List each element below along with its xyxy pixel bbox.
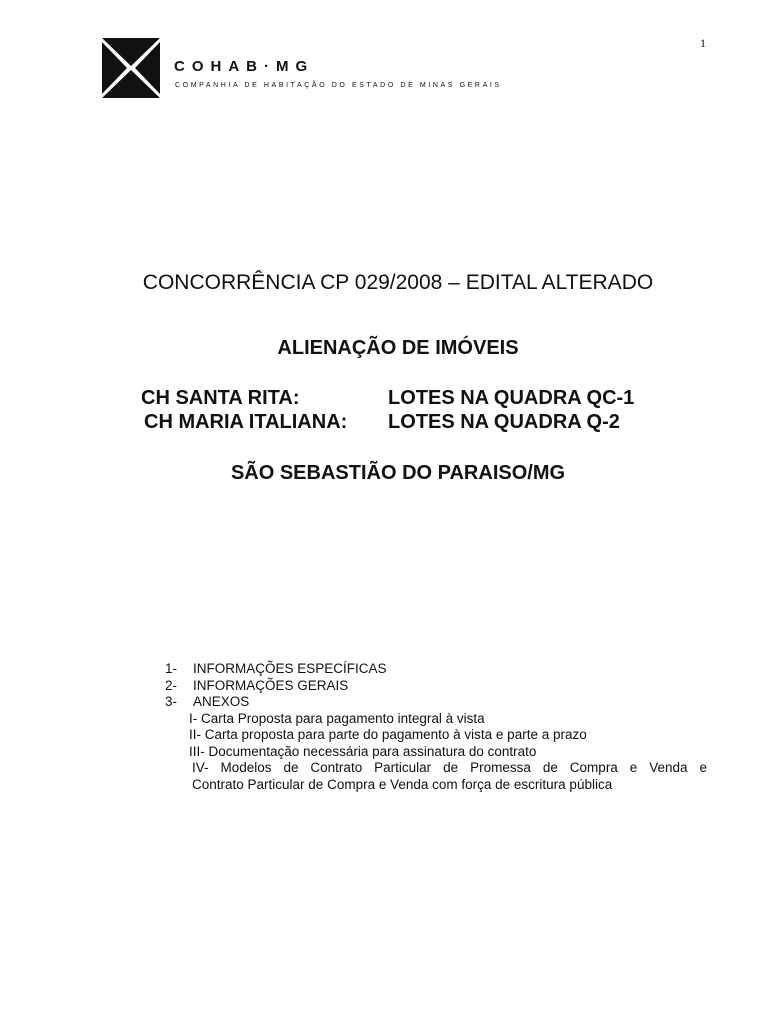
table-of-contents — [165, 661, 707, 793]
logo-name: COHAB·MG — [174, 58, 315, 75]
toc-item — [165, 694, 707, 711]
annex-item: I- Carta Proposta para pagamento integral à vista — [189, 710, 485, 726]
annex-item: II- Carta proposta para parte do pagamento à vista e parte a prazo — [189, 727, 587, 742]
toc-item-text: INFORMAÇÕES GERAIS — [193, 677, 349, 693]
location-label: CH SANTA RITA: — [141, 387, 300, 409]
toc-item-text: ANEXOS — [193, 694, 250, 709]
page-number: 1 — [700, 36, 706, 50]
cohab-logo-icon — [100, 36, 162, 100]
toc-item-number: 1- — [165, 661, 178, 676]
annex-item: IV- Modelos de Contrato Particular de Promessa de Compra e Venda e — [192, 760, 707, 775]
document-subtitle: ALIENAÇÃO DE IMÓVEIS — [277, 337, 519, 359]
annex-item: III- Documentação necessária para assinatura do contrato — [189, 743, 537, 759]
toc-item-text: INFORMAÇÕES ESPECÍFICAS — [193, 661, 387, 676]
toc-item-number: 2- — [165, 677, 178, 693]
location-label: CH MARIA ITALIANA: — [144, 411, 348, 433]
toc-item — [165, 661, 707, 678]
annex-item-continuation: Contrato Particular de Compra e Venda com força de escritura pública — [192, 776, 613, 792]
toc-item — [165, 678, 707, 695]
location-value: LOTES NA QUADRA QC-1 — [388, 387, 635, 409]
toc-item-number: 3- — [165, 694, 178, 709]
city-heading: SÃO SEBASTIÃO DO PARAISO/MG — [230, 462, 566, 484]
location-value: LOTES NA QUADRA Q-2 — [388, 411, 620, 433]
logo-subtitle: COMPANHIA DE HABITAÇÃO DO ESTADO DE MINAS GERAIS — [175, 82, 502, 89]
document-title: CONCORRÊNCIA CP 029/2008 – EDITAL ALTERADO — [142, 271, 654, 294]
